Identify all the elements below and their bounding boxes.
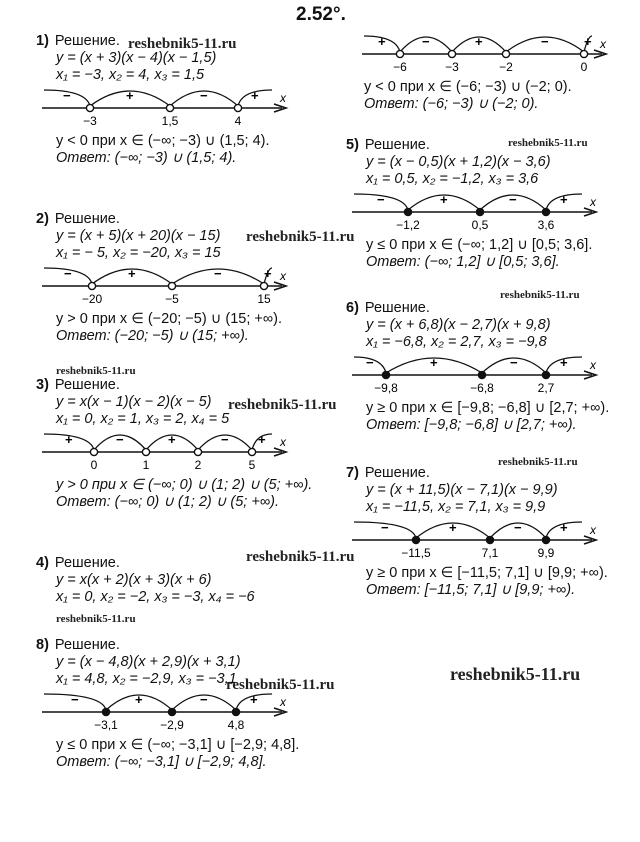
solution-heading: Решение.	[54, 33, 120, 49]
sign-label: +	[250, 692, 258, 707]
problem-number: 6)	[346, 300, 359, 316]
problem-number: 1)	[36, 33, 49, 49]
axis-variable: x	[280, 269, 286, 283]
root-label: 0,5	[471, 218, 489, 232]
solution-heading: Решение.	[364, 465, 430, 481]
function-formula: y = x(x + 2)(x + 3)(x + 6)	[56, 572, 212, 588]
axis-variable: x	[590, 523, 596, 537]
open-point	[166, 104, 173, 111]
root-label: −9,8	[374, 381, 398, 395]
sign-label: +	[378, 34, 386, 49]
root-label: 0	[90, 458, 98, 472]
root-label: −11,5	[401, 546, 431, 560]
root-label: 9,9	[537, 546, 555, 560]
condition-line: y ≥ 0 при x ∈ [−9,8; −6,8] ∪ [2,7; +∞).	[366, 400, 610, 416]
closed-point	[542, 208, 549, 215]
roots-line: x₁ = − 5, x₂ = −20, x₃ = 15	[56, 245, 221, 261]
open-point	[234, 104, 241, 111]
sign-label: +	[560, 192, 568, 207]
number-line	[36, 428, 296, 472]
number-line	[346, 351, 606, 395]
sign-label: +	[475, 34, 483, 49]
answer-line: Ответ: (−∞; 1,2] ∪ [0,5; 3,6].	[366, 254, 560, 270]
sign-label: −	[214, 266, 222, 281]
closed-point	[412, 536, 419, 543]
root-label: −1,2	[396, 218, 420, 232]
root-label: −3,1	[94, 718, 118, 732]
axis-variable: x	[590, 358, 596, 372]
problem-2	[36, 211, 296, 345]
answer-line: Ответ: (−∞; −3,1] ∪ [−2,9; 4,8].	[56, 754, 267, 770]
closed-point	[486, 536, 493, 543]
sign-label: +	[65, 432, 73, 447]
solution-heading: Решение.	[54, 211, 120, 227]
condition-line: y ≤ 0 при x ∈ (−∞; 1,2] ∪ [0,5; 3,6].	[366, 237, 593, 253]
watermark: reshebnik5-11.ru	[498, 456, 578, 468]
problem-6	[346, 300, 609, 434]
closed-point	[478, 371, 485, 378]
sign-label: +	[560, 520, 568, 535]
solution-heading: Решение.	[54, 637, 120, 653]
sign-label: −	[510, 355, 518, 370]
watermark: reshebnik5-11.ru	[246, 549, 355, 565]
closed-point	[542, 536, 549, 543]
number-line	[36, 688, 296, 732]
answer-line: Ответ: (−∞; 0) ∪ (1; 2) ∪ (5; +∞).	[56, 494, 280, 510]
roots-line: x₁ = −6,8, x₂ = 2,7, x₃ = −9,8	[366, 334, 547, 350]
condition-line: y < 0 при x ∈ (−∞; −3) ∪ (1,5; 4).	[56, 133, 270, 149]
open-point	[86, 104, 93, 111]
solution-heading: Решение.	[364, 300, 430, 316]
problem-number: 3)	[36, 377, 49, 393]
axis-variable: x	[600, 37, 606, 51]
root-label: 0	[580, 60, 588, 74]
condition-line: y > 0 при x ∈ (−∞; 0) ∪ (1; 2) ∪ (5; +∞).	[56, 477, 313, 493]
watermark: reshebnik5-11.ru	[500, 289, 580, 301]
open-point	[448, 50, 455, 57]
closed-point	[476, 208, 483, 215]
sign-label: −	[377, 192, 385, 207]
sign-label: −	[366, 355, 374, 370]
roots-line: x₁ = 0, x₂ = 1, x₃ = 2, x₄ = 5	[56, 411, 230, 427]
sign-label: −	[221, 432, 229, 447]
watermark: reshebnik5-11.ru	[450, 664, 581, 684]
watermark: reshebnik5-11.ru	[228, 397, 337, 413]
open-point	[580, 50, 587, 57]
root-label: −3	[445, 60, 459, 74]
axis-variable: x	[590, 195, 596, 209]
function-formula: y = x(x − 1)(x − 2)(x − 5)	[56, 394, 212, 410]
page-title: 2.52°.	[296, 4, 346, 25]
closed-point	[382, 371, 389, 378]
watermark: reshebnik5-11.ru	[56, 365, 136, 377]
answer-line: Ответ: (−∞; −3) ∪ (1,5; 4).	[56, 150, 237, 166]
roots-line: x₁ = 0,5, x₂ = −1,2, x₃ = 3,6	[366, 171, 539, 187]
sign-label: −	[200, 692, 208, 707]
problem-4	[36, 555, 255, 606]
roots-line: x₁ = −3, x₂ = 4, x₃ = 1,5	[56, 67, 205, 83]
problem-8	[36, 637, 299, 771]
problem-number: 2)	[36, 211, 49, 227]
closed-point	[404, 208, 411, 215]
open-point	[168, 282, 175, 289]
watermark: reshebnik5-11.ru	[56, 613, 136, 625]
sign-label: −	[64, 266, 72, 281]
closed-point	[232, 708, 239, 715]
sign-label: +	[560, 355, 568, 370]
root-label: 3,6	[537, 218, 555, 232]
number-line	[36, 84, 296, 128]
watermark: reshebnik5-11.ru	[128, 36, 237, 52]
root-label: 2	[194, 458, 202, 472]
open-point	[396, 50, 403, 57]
sign-label: +	[126, 88, 134, 103]
function-formula: y = (x + 11,5)(x − 7,1)(x − 9,9)	[366, 482, 558, 498]
root-label: 5	[248, 458, 256, 472]
root-label: 7,1	[481, 546, 499, 560]
sign-label: −	[200, 88, 208, 103]
sign-label: +	[128, 266, 136, 281]
watermark: reshebnik5-11.ru	[246, 229, 355, 245]
sign-label: −	[116, 432, 124, 447]
watermark: reshebnik5-11.ru	[508, 137, 588, 149]
function-formula: y = (x + 3)(x − 4)(x − 1,5)	[56, 50, 217, 66]
problem-number: 5)	[346, 137, 359, 153]
open-point	[90, 448, 97, 455]
axis-variable: x	[280, 91, 286, 105]
closed-point	[102, 708, 109, 715]
condition-line: y ≥ 0 при x ∈ [−11,5; 7,1] ∪ [9,9; +∞).	[366, 565, 608, 581]
root-label: 2,7	[537, 381, 555, 395]
root-label: 4	[234, 114, 242, 128]
condition-line: y > 0 при x ∈ (−20; −5) ∪ (15; +∞).	[56, 311, 283, 327]
condition-line: y < 0 при x ∈ (−6; −3) ∪ (−2; 0).	[364, 79, 572, 95]
problem-number: 7)	[346, 465, 359, 481]
open-point	[194, 448, 201, 455]
problem-3	[36, 377, 312, 511]
problem-7	[346, 465, 608, 599]
number-line	[356, 30, 616, 74]
closed-point	[168, 708, 175, 715]
root-label: −6	[393, 60, 407, 74]
problem-number: 8)	[36, 637, 49, 653]
answer-line: Ответ: [−9,8; −6,8] ∪ [2,7; +∞).	[366, 417, 577, 433]
function-formula: y = (x − 0,5)(x + 1,2)(x − 3,6)	[366, 154, 551, 170]
root-label: −2,9	[160, 718, 184, 732]
root-label: −6,8	[470, 381, 494, 395]
sign-label: +	[135, 692, 143, 707]
problem-number: 4)	[36, 555, 49, 571]
condition-line: y ≤ 0 при x ∈ (−∞; −3,1] ∪ [−2,9; 4,8].	[56, 737, 300, 753]
sign-label: +	[168, 432, 176, 447]
problem-4-continued	[356, 30, 616, 113]
sign-label: −	[541, 34, 549, 49]
function-formula: y = (x + 6,8)(x − 2,7)(x + 9,8)	[366, 317, 551, 333]
answer-line: Ответ: (−6; −3) ∪ (−2; 0).	[364, 96, 539, 112]
root-label: 4,8	[227, 718, 245, 732]
root-label: −3	[83, 114, 97, 128]
number-line	[346, 188, 606, 232]
sign-label: −	[509, 192, 517, 207]
root-label: 1	[142, 458, 150, 472]
axis-variable: x	[280, 695, 286, 709]
sign-label: +	[440, 192, 448, 207]
number-line	[346, 516, 606, 560]
open-point	[248, 448, 255, 455]
open-point	[502, 50, 509, 57]
solution-heading: Решение.	[54, 555, 120, 571]
root-label: −2	[499, 60, 513, 74]
sign-label: −	[63, 88, 71, 103]
roots-line: x₁ = 0, x₂ = −2, x₃ = −3, x₄ = −6	[56, 589, 255, 605]
axis-variable: x	[280, 435, 286, 449]
watermark: reshebnik5-11.ru	[226, 677, 335, 693]
sign-label: −	[514, 520, 522, 535]
answer-line: Ответ: (−20; −5) ∪ (15; +∞).	[56, 328, 249, 344]
answer-line: Ответ: [−11,5; 7,1] ∪ [9,9; +∞).	[366, 582, 576, 598]
sign-label: +	[584, 34, 592, 49]
roots-line: x₁ = 4,8, x₂ = −2,9, x₃ = −3,1	[56, 671, 237, 687]
sign-label: +	[430, 355, 438, 370]
sign-label: +	[264, 266, 272, 281]
problem-1	[36, 33, 296, 167]
solution-heading: Решение.	[54, 377, 120, 393]
problem-5	[346, 137, 606, 271]
sign-label: −	[381, 520, 389, 535]
function-formula: y = (x + 5)(x + 20)(x − 15)	[56, 228, 221, 244]
function-formula: y = (x − 4,8)(x + 2,9)(x + 3,1)	[56, 654, 241, 670]
root-label: −20	[81, 292, 103, 306]
open-point	[142, 448, 149, 455]
sign-label: +	[251, 88, 259, 103]
number-line	[36, 262, 296, 306]
closed-point	[542, 371, 549, 378]
open-point	[88, 282, 95, 289]
root-label: 1,5	[161, 114, 179, 128]
root-label: −5	[165, 292, 179, 306]
sign-label: −	[71, 692, 79, 707]
sign-label: +	[258, 432, 266, 447]
sign-label: +	[449, 520, 457, 535]
roots-line: x₁ = −11,5, x₂ = 7,1, x₃ = 9,9	[366, 499, 546, 515]
root-label: 15	[257, 292, 271, 306]
sign-label: −	[422, 34, 430, 49]
open-point	[260, 282, 267, 289]
solution-heading: Решение.	[364, 137, 430, 153]
